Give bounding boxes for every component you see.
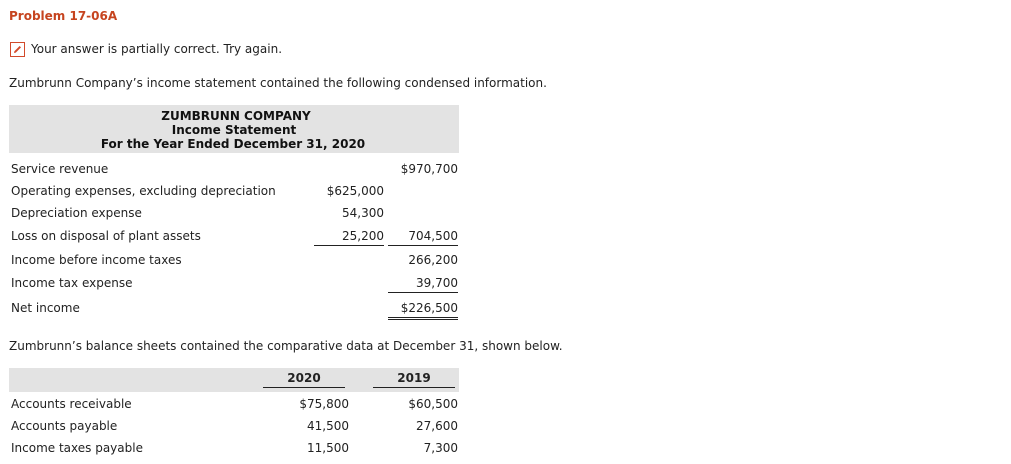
is-row-operating-expenses [11,184,461,200]
row-label: Net income [11,301,80,315]
row-label: Depreciation expense [11,206,142,220]
row-total: 704,500 [388,229,458,246]
row-label: Service revenue [11,162,109,176]
row-label: Income before income taxes [11,253,182,267]
row-value: 54,300 [342,206,384,220]
balance-intro-text: Zumbrunn’s balance sheets contained the comparative data at December 31, shown below. [9,339,563,353]
statement-period: For the Year Ended December 31, 2020 [100,137,366,151]
row-value: 39,700 [388,276,458,293]
row-label: Accounts receivable [11,397,132,411]
row-label: Loss on disposal of plant assets [11,229,201,243]
row-label: Income taxes payable [11,441,143,455]
row-value-2019: 7,300 [423,441,458,455]
bs-row-accounts-receivable [11,397,461,413]
row-value: 25,200 [314,229,384,246]
year-2020-header: 2020 [263,371,345,388]
row-value: $625,000 [326,184,384,198]
company-name: ZUMBRUNN COMPANY [161,109,311,123]
is-row-service-revenue [11,162,461,178]
row-value-2020: 41,500 [307,419,349,433]
income-statement-header [9,105,459,153]
statement-title: Income Statement [171,123,297,137]
row-label: Operating expenses, excluding depreciation [11,184,276,198]
is-row-net-income [11,301,461,317]
year-2019-header: 2019 [373,371,455,388]
row-value: $970,700 [400,162,458,176]
row-value-2019: 27,600 [416,419,458,433]
bs-row-income-taxes-payable [11,441,461,457]
problem-title: Problem 17-06A [9,9,118,23]
is-row-depreciation [11,206,461,222]
pencil-icon [10,42,25,57]
bs-row-accounts-payable [11,419,461,435]
intro-text: Zumbrunn Company’s income statement contained the following condensed information. [9,76,547,90]
is-row-income-before-taxes [11,253,461,269]
row-value: $226,500 [388,301,458,320]
row-label: Accounts payable [11,419,118,433]
is-row-income-tax-expense [11,276,461,292]
row-value-2019: $60,500 [408,397,458,411]
status-row [10,40,282,58]
row-label: Income tax expense [11,276,133,290]
row-value-2020: 11,500 [307,441,349,455]
row-value: 266,200 [408,253,458,267]
status-message: Your answer is partially correct. Try again. [31,42,283,56]
is-row-loss-on-disposal [11,229,461,245]
row-value-2020: $75,800 [299,397,349,411]
balance-sheet-header [9,368,459,392]
